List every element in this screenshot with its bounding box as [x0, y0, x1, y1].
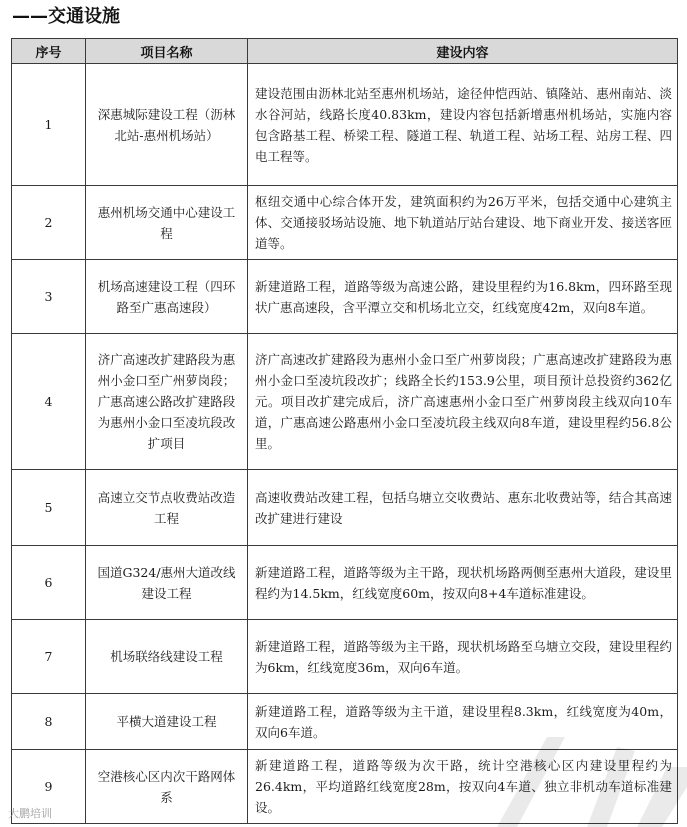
row-number: 8	[12, 694, 86, 750]
project-name: 国道G324/惠州大道改线建设工程	[86, 546, 248, 620]
project-content: 高速收费站改建工程，包括乌塘立交收费站、惠东北收费站等，结合其高速改扩建进行建设	[248, 470, 678, 546]
header-name: 项目名称	[86, 39, 248, 64]
table-row	[12, 334, 678, 470]
row-number: 7	[12, 620, 86, 694]
project-content: 新建道路工程，道路等级为主干路，现状机场路两侧至惠州大道段，建设里程约为14.5km，红线宽度60m，按双向8+4车道标准建设。	[248, 546, 678, 620]
table-row	[12, 694, 678, 750]
section-heading: ——交通设施	[12, 6, 120, 27]
table-row	[12, 750, 678, 824]
table-row	[12, 260, 678, 334]
header-content: 建设内容	[248, 39, 678, 64]
row-number: 1	[12, 64, 86, 186]
table-row	[12, 186, 678, 260]
project-name: 空港核心区内次干路网体系	[86, 750, 248, 824]
row-number: 2	[12, 186, 86, 260]
table-row	[12, 470, 678, 546]
project-content: 济广高速改扩建路段为惠州小金口至广州萝岗段；广惠高速改扩建路段为惠州小金口至凌坑段改扩；线路全长约153.9公里，项目预计总投资约362亿元。项目改扩建完成后，济广高速惠州小金口至广州萝岗段主线双向10车道，广惠高速公路惠州小金口至凌坑段主线双向8车道，建设里程约56.8公里。	[248, 334, 678, 470]
row-number: 5	[12, 470, 86, 546]
project-name: 平横大道建设工程	[86, 694, 248, 750]
footer-watermark: 大鹏培训	[8, 807, 52, 820]
projects-table	[11, 38, 678, 824]
row-number: 4	[12, 334, 86, 470]
row-number: 6	[12, 546, 86, 620]
project-name: 高速立交节点收费站改造工程	[86, 470, 248, 546]
row-number: 9	[12, 750, 86, 824]
project-content: 新建道路工程，道路等级为高速公路，建设里程约为16.8km，四环路至现状广惠高速段，含平潭立交和机场北立交，红线宽度42m，双向8车道。	[248, 260, 678, 334]
project-content: 新建道路工程，道路等级为主干路，现状机场路至乌塘立交段，建设里程约为6km，红线宽度36m，双向6车道。	[248, 620, 678, 694]
project-content: 新建道路工程，道路等级为主干道，建设里程8.3km，红线宽度为40m，双向6车道。	[248, 694, 678, 750]
project-name: 深惠城际建设工程（沥林北站-惠州机场站）	[86, 64, 248, 186]
table-row	[12, 620, 678, 694]
project-content: 建设范围由沥林北站至惠州机场站，途径仲恺西站、镇隆站、惠州南站、淡水谷河站，线路长度40.83km，建设内容包括新增惠州机场站，实施内容包含路基工程、桥梁工程、隧道工程、轨道工程、站场工程、站房工程、四电工程等。	[248, 64, 678, 186]
table-row	[12, 546, 678, 620]
table-row	[12, 64, 678, 186]
table-header-row	[12, 39, 678, 64]
project-name: 惠州机场交通中心建设工程	[86, 186, 248, 260]
project-name: 济广高速改扩建路段为惠州小金口至广州萝岗段；广惠高速公路改扩建路段为惠州小金口至凌坑段改扩项目	[86, 334, 248, 470]
project-name: 机场联络线建设工程	[86, 620, 248, 694]
row-number: 3	[12, 260, 86, 334]
project-content: 枢纽交通中心综合体开发，建筑面积约为26万平米，包括交通中心建筑主体、交通接驳场站设施、地下轨道站厅站台建设、地下商业开发、接送客匝道等。	[248, 186, 678, 260]
project-name: 机场高速建设工程（四环路至广惠高速段）	[86, 260, 248, 334]
header-no: 序号	[12, 39, 86, 64]
project-content: 新建道路工程，道路等级为次干路，统计空港核心区内建设里程约为26.4km，平均道路红线宽度28m，按双向4车道、独立非机动车道标准建设。	[248, 750, 678, 824]
